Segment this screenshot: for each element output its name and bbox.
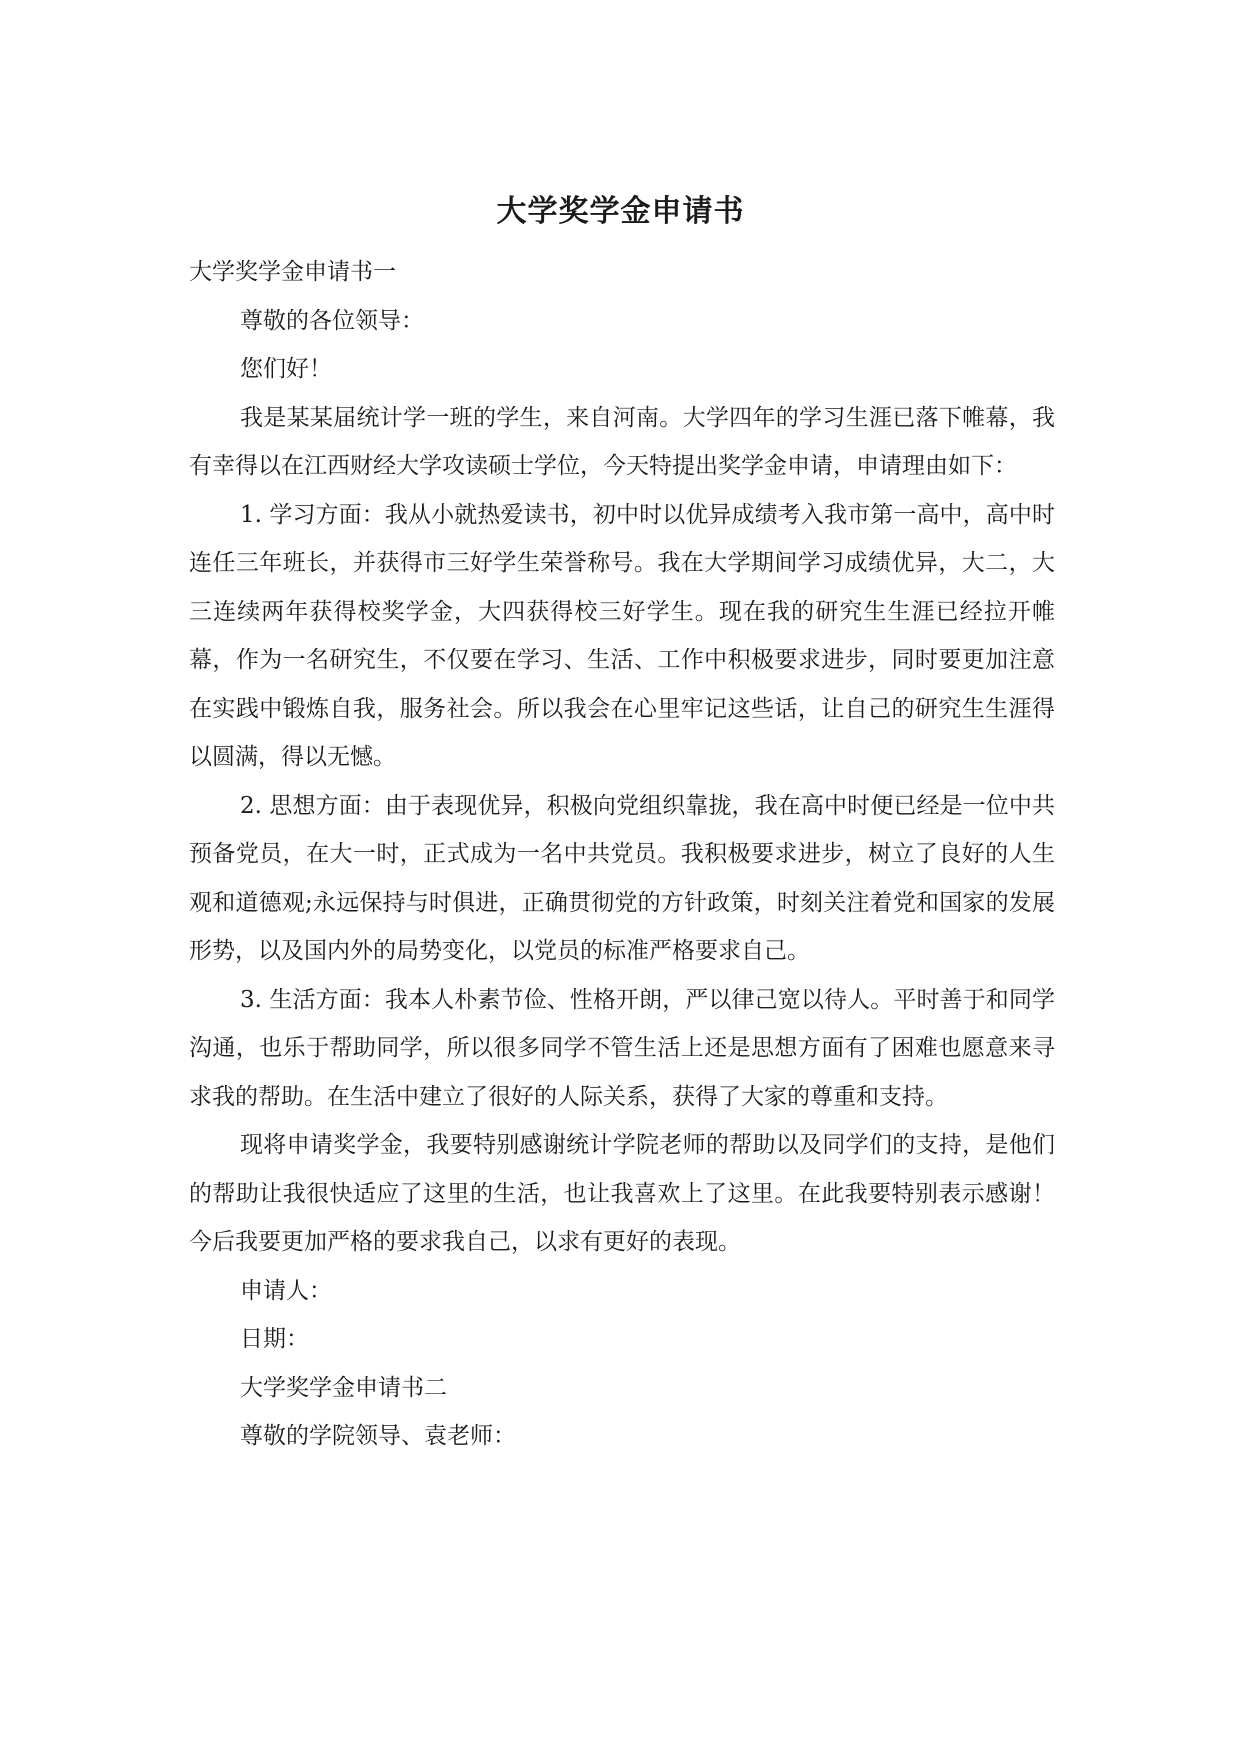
section-heading-1: 大学奖学金申请书一: [189, 259, 396, 285]
paragraph-closing: 现将申请奖学金，我要特别感谢统计学院老师的帮助以及同学们的支持，是他们的帮助让我很快适应了这里的生活，也让我喜欢上了这里。在此我要特别表示感谢！今后我要更加严格的要求我自己，以求有更好的表现。: [189, 1132, 1055, 1255]
date-label: 日期：: [240, 1326, 309, 1352]
document-body: [189, 248, 1055, 1461]
greeting: 您们好！: [240, 356, 332, 382]
section-heading-2: 大学奖学金申请书二: [240, 1374, 447, 1401]
paragraph-intro: 我是某某届统计学一班的学生，来自河南。大学四年的学习生涯已落下帷幕，我有幸得以在江西财经大学攻读硕士学位，今天特提出奖学金申请，申请理由如下：: [189, 404, 1055, 479]
paragraph-study: 1. 学习方面：我从小就热爱读书，初中时以优异成绩考入我市第一高中，高中时连任三年班长，并获得市三好学生荣誉称号。我在大学期间学习成绩优异，大二，大三连续两年获得校奖学金，大四获得校三好学生。现在我的研究生生涯已经拉开帷幕，作为一名研究生，不仅要在学习、生活、工作中积极要求进步，同时要更加注意在实践中锻炼自我，服务社会。所以我会在心里牢记这些话，让自己的研究生生涯得以圆满，得以无憾。: [189, 501, 1055, 770]
document-title: 大学奖学金申请书: [496, 194, 745, 229]
paragraph-life: 3. 生活方面：我本人朴素节俭、性格开朗，严以律己宽以待人。平时善于和同学沟通，也乐于帮助同学，所以很多同学不管生活上还是思想方面有了困难也愿意来寻求我的帮助。在生活中建立了很好的人际关系，获得了大家的尊重和支持。: [189, 986, 1055, 1110]
applicant-label: 申请人：: [240, 1277, 332, 1304]
paragraph-thought: 2. 思想方面：由于表现优异，积极向党组织靠拢，我在高中时便已经是一位中共预备党员，在大一时，正式成为一名中共党员。我积极要求进步，树立了良好的人生观和道德观;永远保持与时俱进，正确贯彻党的方针政策，时刻关注着党和国家的发展形势，以及国内外的局势变化，以党员的标准严格要求自己。: [189, 792, 1055, 964]
salutation: 尊敬的各位领导：: [240, 307, 424, 334]
salutation-2: 尊敬的学院领导、袁老师：: [240, 1423, 516, 1449]
